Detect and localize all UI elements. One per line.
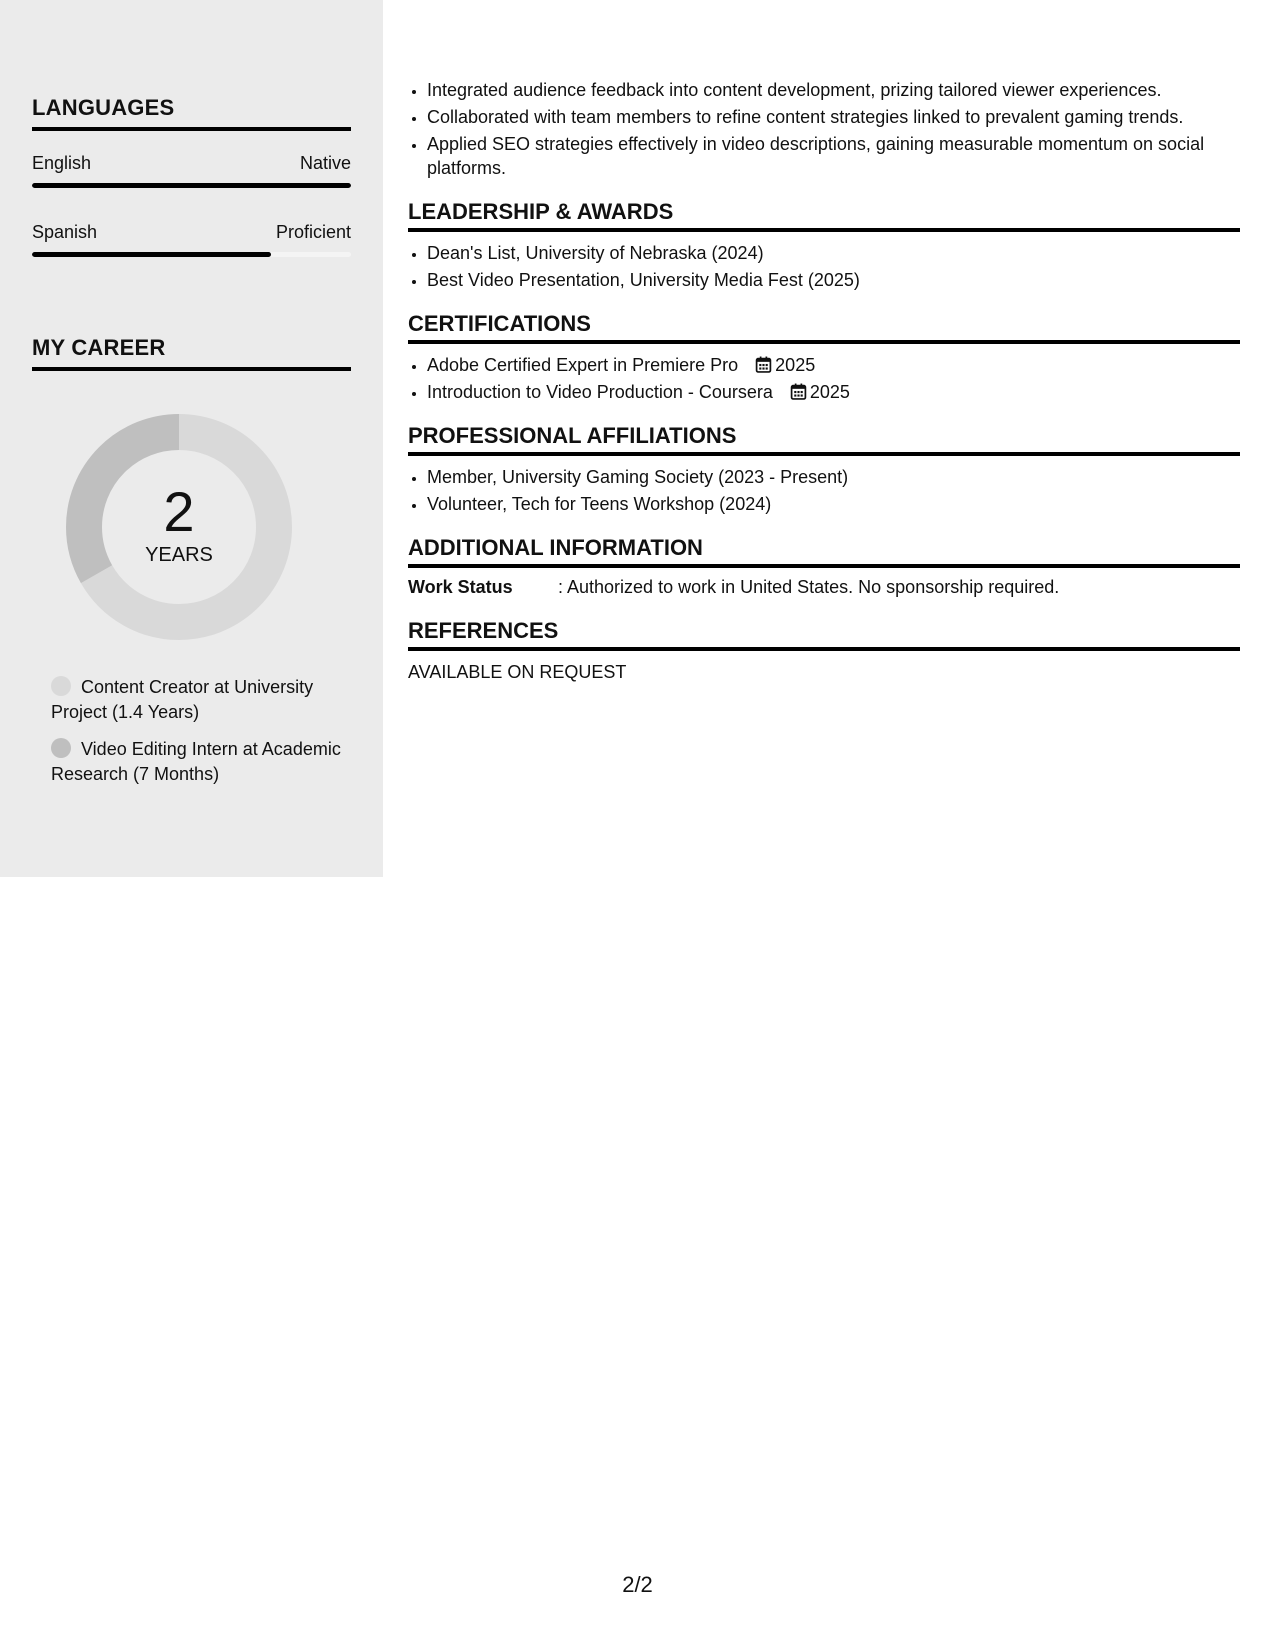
career-donut-chart: [66, 414, 292, 640]
language-level: Proficient: [275, 222, 351, 242]
sidebar: [0, 0, 383, 877]
affiliations-list: [408, 465, 1240, 516]
awards-section: [408, 198, 1240, 292]
career-role-label: Video Editing Intern at Academic Research (7 Months): [51, 739, 341, 784]
career-heading: MY CAREER: [32, 335, 351, 371]
career-role-label: Content Creator at University Project (1.4 Years): [51, 677, 314, 722]
references-section: [408, 617, 1240, 684]
language-item-spanish: [32, 219, 351, 257]
certification-name: Adobe Certified Expert in Premiere Pro: [427, 355, 739, 375]
award-item: • Best Video Presentation, University Media Fest (2025): [427, 268, 1240, 292]
work-status-label: Work Status: [408, 577, 513, 597]
legend-dot-icon: [51, 738, 71, 758]
career-legend-item: [51, 675, 351, 725]
experience-bullet: • Collaborated with team members to refine content strategies linked to prevalent gaming trends.: [427, 105, 1240, 129]
calendar-icon: [790, 383, 807, 400]
career-total-years: 2: [163, 479, 195, 543]
affiliation-item: • Member, University Gaming Society (2023 - Present): [427, 465, 1240, 489]
affiliations-heading: PROFESSIONAL AFFILIATIONS: [408, 422, 1240, 456]
main-content: [408, 78, 1240, 684]
certification-year: 2025: [809, 382, 850, 402]
experience-bullet-list: [408, 78, 1240, 180]
certification-year: 2025: [775, 355, 816, 375]
language-proficiency-fill: [32, 252, 271, 257]
donut-center: [66, 414, 292, 640]
additional-info-heading: ADDITIONAL INFORMATION: [408, 534, 1240, 568]
languages-heading: LANGUAGES: [32, 95, 351, 131]
affiliations-section: [408, 422, 1240, 516]
language-level: Native: [299, 153, 351, 173]
award-item: • Dean's List, University of Nebraska (2024): [427, 241, 1240, 265]
certification-item: [427, 353, 1240, 377]
affiliation-item: • Volunteer, Tech for Teens Workshop (2024): [427, 492, 1240, 516]
experience-bullet: • Applied SEO strategies effectively in video descriptions, gaining measurable momentum on social platforms.: [427, 132, 1240, 180]
certifications-heading: CERTIFICATIONS: [408, 310, 1240, 344]
awards-heading: LEADERSHIP & AWARDS: [408, 198, 1240, 232]
language-name: English: [32, 153, 92, 173]
additional-info-section: [408, 534, 1240, 599]
career-legend-item: [51, 737, 351, 787]
page-number: 2/2: [622, 1572, 653, 1597]
references-heading: REFERENCES: [408, 617, 1240, 651]
language-name: Spanish: [32, 222, 98, 242]
awards-list: [408, 241, 1240, 292]
language-proficiency-fill: [32, 183, 351, 188]
certifications-list: [408, 353, 1240, 404]
experience-bullet: • Integrated audience feedback into content development, prizing tailored viewer experiences.: [427, 78, 1240, 102]
calendar-icon: [755, 356, 772, 373]
language-proficiency-bar: [32, 183, 351, 188]
work-status-row: [408, 575, 1240, 599]
certification-item: [427, 380, 1240, 404]
language-item-english: [32, 150, 351, 188]
language-proficiency-bar: [32, 252, 351, 257]
work-status-value: : Authorized to work in United States. No sponsorship required.: [558, 577, 1060, 597]
certifications-section: [408, 310, 1240, 404]
references-text: AVAILABLE ON REQUEST: [408, 662, 627, 682]
legend-dot-icon: [51, 676, 71, 696]
career-total-unit: YEARS: [145, 543, 213, 566]
certification-name: Introduction to Video Production - Coursera: [427, 382, 773, 402]
